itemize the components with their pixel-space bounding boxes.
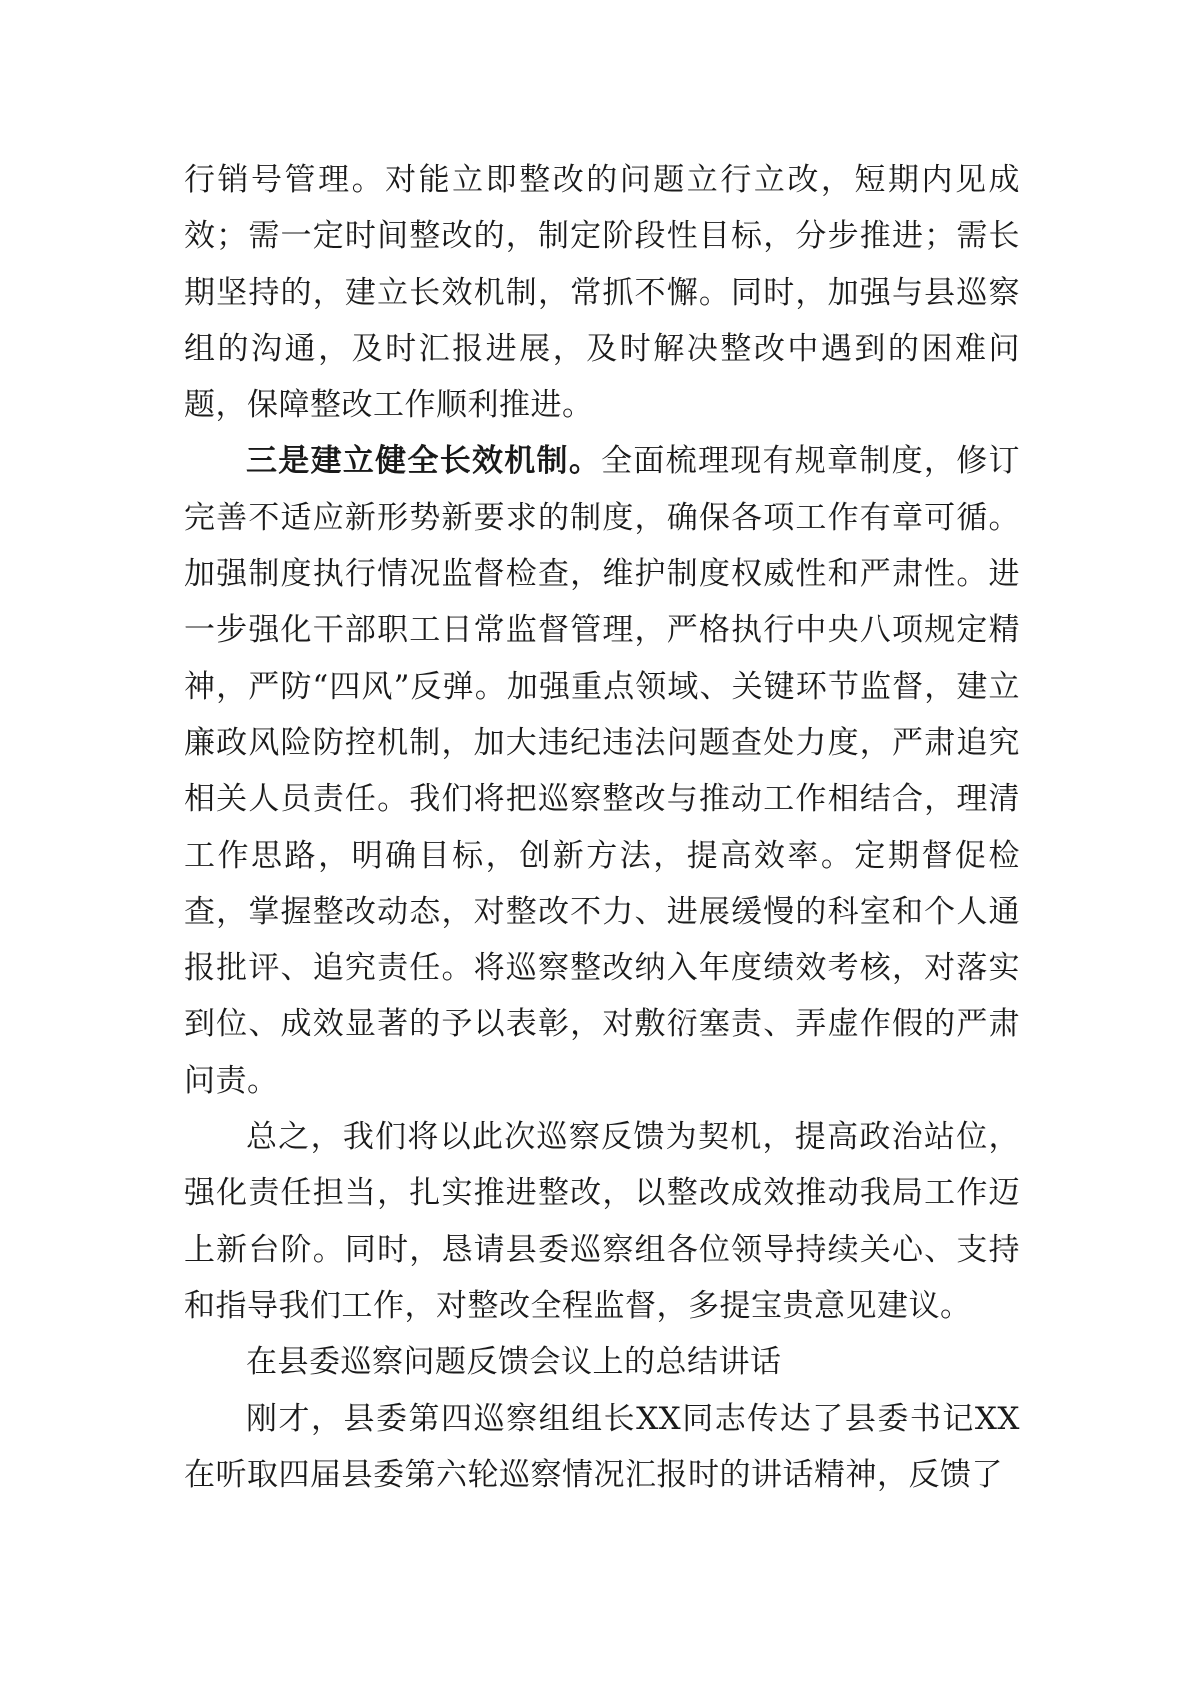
paragraph-long-term-mechanism [184,433,1020,1109]
paragraph-continuation: 行销号管理。对能立即整改的问题立行立改，短期内见成效；需一定时间整改的，制定阶段性目标，分步推进；需长期坚持的，建立长效机制，常抓不懈。同时，加强与县巡察组的沟通，及时汇报进展，及时解决整改中遇到的困难问题，保障整改工作顺利推进。 [184,162,1020,424]
section-title: 在县委巡察问题反馈会议上的总结讲话 [246,1344,782,1381]
paragraph-conclusion: 总之，我们将以此次巡察反馈为契机，提高政治站位，强化责任担当，扎实推进整改，以整改成效推动我局工作迈上新台阶。同时，恳请县委巡察组各位领导持续关心、支持和指导我们工作，对整改全程监督，多提宝贵意见建议。 [184,1119,1020,1324]
paragraph-speech-opening: 刚才，县委第四巡察组组长XX同志传达了县委书记XX在听取四届县委第六轮巡察情况汇报时的讲话精神，反馈了 [184,1400,1020,1493]
paragraph-body-text: 全面梳理现有规章制度，修订完善不适应新形势新要求的制度，确保各项工作有章可循。加强制度执行情况监督检查，维护制度权威性和严肃性。进一步强化干部职工日常监督管理，严格执行中央八项规定精神，严防“四风”反弹。加强重点领域、关键环节监督，建立廉政风险防控机制，加大违纪违法问题查处力度，严肃追究相关人员责任。我们将把巡察整改与推动工作相结合，理清工作思路，明确目标，创新方法，提高效率。定期督促检查，掌握整改动态，对整改不力、进展缓慢的科室和个人通报批评、追究责任。将巡察整改纳入年度绩效考核，对落实到位、成效显著的予以表彰，对敷衍塞责、弄虚作假的严肃问责。 [184,443,1020,1099]
document-body [184,152,1020,1503]
paragraph-lead-heading: 三是建立健全长效机制。 [246,443,602,480]
